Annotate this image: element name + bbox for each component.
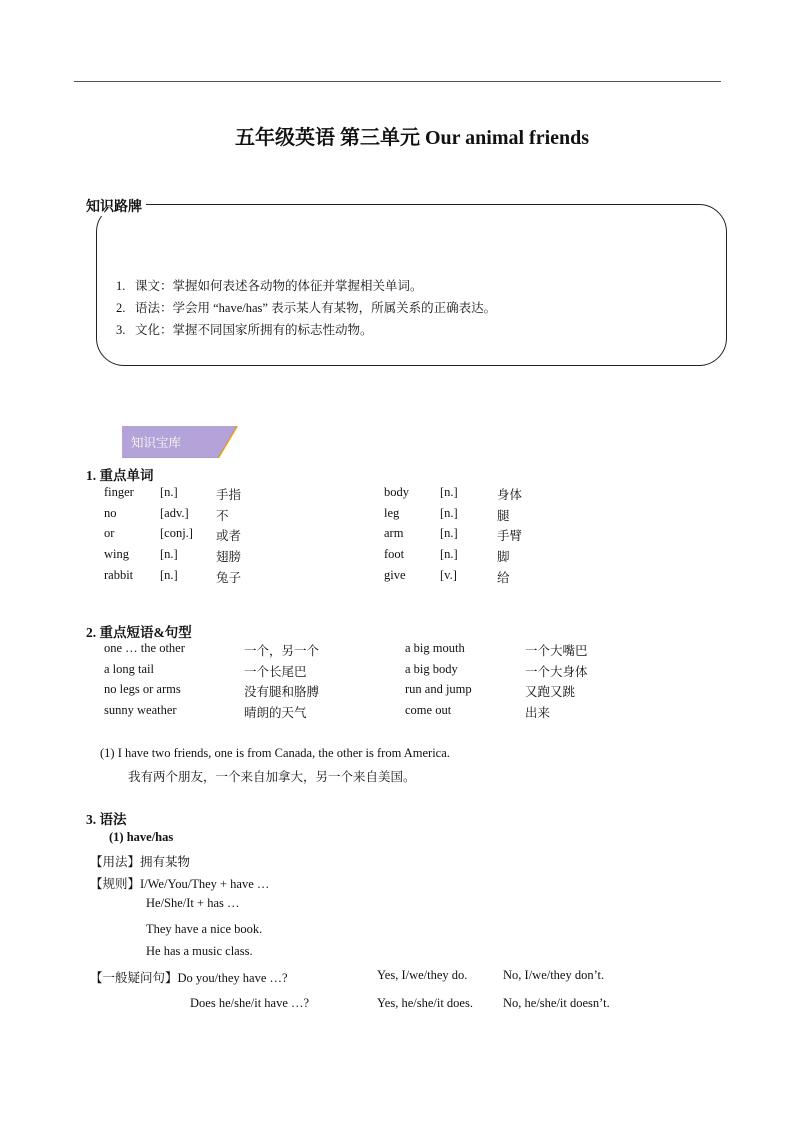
roadmap-item: 2. 语法：学会用 “have/has” 表示某人有某物，所属关系的正确表达。	[116, 301, 497, 315]
roadmap-heading: 知识路牌	[86, 196, 146, 216]
header-rule	[74, 81, 721, 82]
grammar-example-1: They have a nice book.	[146, 922, 263, 936]
table-row: sunny weather 晴朗的天气 come out 出来	[104, 703, 551, 721]
answer-no-plural: No, I/we/they don’t.	[503, 968, 605, 982]
phrase-table	[104, 641, 604, 724]
table-row: rabbit [n.] 兔子 give [v.] 给	[104, 567, 510, 585]
answer-yes-plural: Yes, I/we/they do.	[377, 968, 468, 982]
ribbon-label: 知识宝库	[131, 435, 182, 450]
grammar-rule-plural: 【规则】I/We/You/They + have …	[90, 877, 270, 891]
example-sentence-en: (1) I have two friends, one is from Canada, the other is from America.	[100, 746, 450, 760]
question-plural: 【一般疑问句】Do you/they have …?	[90, 971, 288, 985]
table-row: a long tail 一个长尾巴 a big body 一个大身体	[104, 661, 588, 679]
table-row: or [conj.] 或者 arm [n.] 手臂	[104, 526, 523, 544]
answer-no-singular: No, he/she/it doesn’t.	[503, 996, 610, 1010]
roadmap-item: 3. 文化：掌握不同国家所拥有的标志性动物。	[116, 323, 373, 337]
grammar-usage: 【用法】拥有某物	[90, 855, 191, 869]
section2-heading: 2. 重点短语&句型	[86, 625, 192, 640]
example-sentence-zh: 我有两个朋友，一个来自加拿大，另一个来自美国。	[128, 770, 416, 784]
vocab-table	[104, 485, 584, 588]
table-row: wing [n.] 翅膀 foot [n.] 脚	[104, 547, 510, 565]
section3-heading: 3. 语法	[86, 812, 127, 827]
grammar-subheading: (1) have/has	[109, 830, 174, 844]
table-row: one … the other 一个，另一个 a big mouth 一个大嘴巴	[104, 641, 588, 658]
grammar-example-2: He has a music class.	[146, 944, 253, 958]
question-singular: Does he/she/it have …?	[190, 996, 310, 1010]
table-row: finger [n.] 手指 body [n.] 身体	[104, 485, 523, 502]
roadmap-list	[116, 275, 496, 341]
table-row: no legs or arms 没有腿和胳膊 run and jump 又跑又跳	[104, 682, 576, 700]
grammar-rule-singular: He/She/It + has …	[146, 896, 240, 910]
table-row: no [adv.] 不 leg [n.] 腿	[104, 505, 510, 523]
roadmap-item: 1. 课文：掌握如何表述各动物的体征并掌握相关单词。	[116, 279, 423, 293]
answer-yes-singular: Yes, he/she/it does.	[377, 996, 473, 1010]
page-title: 五年级英语 第三单元 Our animal friends	[234, 127, 590, 149]
section1-heading: 1. 重点单词	[86, 468, 154, 483]
